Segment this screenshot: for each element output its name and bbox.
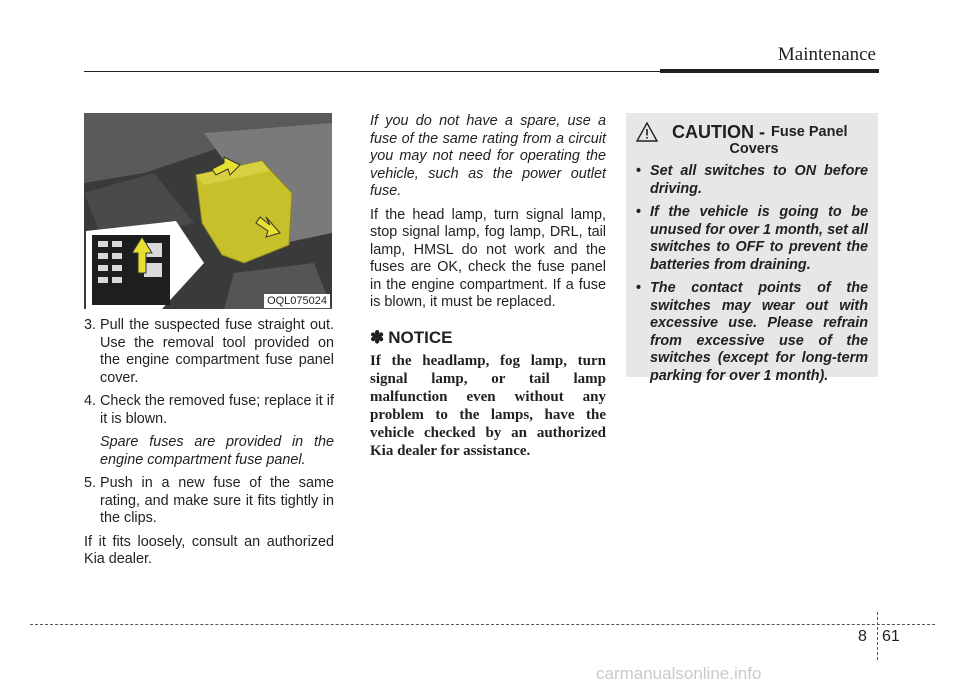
photo-code: OQL075024 [264, 294, 330, 308]
step-number: 3. [84, 317, 97, 333]
step-3 [84, 317, 334, 387]
info-column [370, 113, 606, 466]
header-rule-accent [660, 69, 879, 73]
closing-text: If it fits loosely, consult an authorized Kia dealer. [84, 533, 334, 567]
notice-title: NOTICE [388, 327, 453, 347]
bullet: • [636, 163, 642, 179]
step-4 [84, 393, 334, 428]
step-5 [84, 475, 334, 528]
notice-heading [370, 329, 606, 347]
watermark: carmanualsonline.info [596, 664, 762, 683]
caution-word: CAUTION - [672, 122, 765, 142]
caution-item [636, 280, 868, 385]
warning-triangle-icon [636, 122, 658, 142]
section-title: Maintenance [777, 44, 876, 65]
spare-advice: If you do not have a spare, use a fuse of the same rating from a circuit you may not need for operating the vehicle, such as the power outlet fuse. [370, 113, 606, 199]
footer-divider [877, 612, 878, 660]
step-text: Push in a new fuse of the same rating, and make sure it fits tightly in the clips. [100, 475, 334, 526]
caution-topic-continued: Covers [729, 141, 779, 157]
header-rule [84, 71, 660, 72]
notice-body: If the headlamp, fog lamp, turn signal lamp, or tail lamp malfunction even without any problem to the lamps, have the vehicle checked by an authorized Kia dealer for assistance. [370, 353, 606, 459]
footer-rule [30, 624, 935, 625]
step-text: Pull the suspected fuse straight out. Use the removal tool provided on the engine compartment fuse panel cover. [100, 317, 334, 386]
caution-box [626, 113, 878, 384]
caution-list [636, 163, 868, 391]
lamp-check-paragraph: If the head lamp, turn signal lamp, stop signal lamp, fog lamp, DRL, tail lamp, HMSL do not work and the fuses are OK, check the fuse panel in the engine compartment. If a fuse is blown, it must be replaced. [370, 206, 606, 310]
chapter-number: 8 [858, 628, 867, 645]
caution-topic: Fuse Panel [771, 124, 848, 140]
caution-item [636, 204, 868, 274]
caution-item-text: If the vehicle is going to be unused for over 1 month, set all switches to OFF to prevent the batteries from draining. [650, 204, 868, 273]
bullet: • [636, 280, 642, 296]
step-text: Check the removed fuse; replace it if it is blown. [100, 393, 334, 427]
caution-item-text: The contact points of the switches may wear out with excessive use. Please refrain from excessive use of the switches (except for long-term parking for over 1 month). [650, 280, 868, 384]
fuse-panel-photo [84, 113, 332, 309]
step-number: 5. [84, 475, 97, 491]
step-number: 4. [84, 393, 97, 409]
page-number: 61 [882, 628, 900, 645]
instructions-column [84, 317, 334, 575]
caution-item-text: Set all switches to ON before driving. [650, 163, 868, 197]
caution-item [636, 163, 868, 198]
bullet: • [636, 204, 642, 220]
notice-icon: ✽ [370, 327, 385, 347]
spare-fuse-note: Spare fuses are provided in the engine compartment fuse panel. [100, 434, 334, 468]
